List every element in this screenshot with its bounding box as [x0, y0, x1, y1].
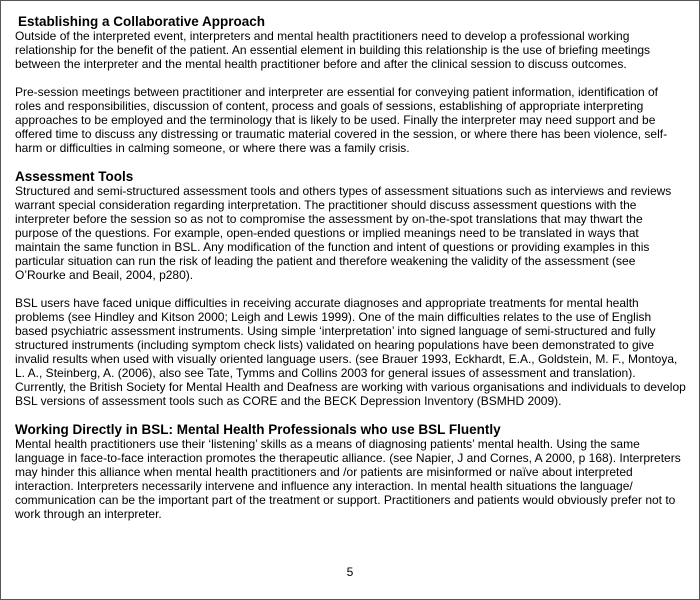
- paragraph: Pre-session meetings between practitioner and interpreter are essential for conveying patient information, identification of roles and responsibilities, discussion of content, process and goals of sessions, establishing of appropriate interpreting approaches to be employed and the terminology that is likely to be used. Finally the interpreter may need support and be offered time to discuss any distressing or traumatic material covered in the session, or where there has been violence, self-harm or difficulties in calming someone, or where there was a family crisis.: [15, 85, 668, 155]
- paragraph: Structured and semi-structured assessment tools and others types of assessment situations such as interviews and reviews warrant special consideration regarding interpretation. The practitioner should discuss assessment questions with the interpreter before the session so as not to compromise the assessment by on-the-spot translations that may thwart the purpose of the questions. For example, open-ended questions or implied meanings need to be translated in ways that maintain the same function in BSL. Any modification of the function and intent of questions or providing examples in this particular situation can run the risk of leading the patient and therefore weakening the validity of the assessment (see O’Rourke and Beail, 2004, p280).: [15, 184, 672, 282]
- paragraph: Mental health practitioners use their ‘listening’ skills as a means of diagnosing patients’ mental health. Using the same language in face-to-face interaction promotes the therapeutic alliance. (see Napier, J and Cornes, A 2000, p 168). Interpreters may hinder this alliance when mental health practitioners and /or patients are misinformed or naïve about interpreted interaction. Interpreters necessarily intervene and influence any interaction. In mental health situations the language/ communication can be the important part of the treatment or support. Practitioners and patients would obviously prefer not to work through an interpreter.: [15, 437, 681, 521]
- paragraph: BSL users have faced unique difficulties in receiving accurate diagnoses and appropriate treatments for mental health problems (see Hindley and Kitson 2000; Leigh and Lewis 1999). One of the main difficulties relates to the use of English based psychiatric assessment instruments. Using simple ‘interpretation’ into signed language of semi-structured and fully structured instruments (including symptom check lists) validated on hearing populations have been demonstrated to give invalid results when used with visually oriented language users. (see Brauer 1993, Eckhardt, E.A., Goldstein, M. F., Montoya, L. A., Steinberg, A. (2006), also see Tate, Tymms and Collins 2003 for general issues of assessment and translation). Currently, the British Society for Mental Health and Deafness are working with various organisations and individuals to develop BSL versions of assessment tools such as CORE and the BECK Depression Inventory (BSMHD 2009).: [15, 296, 686, 408]
- page-content: [15, 14, 687, 521]
- page-number: 5: [346, 565, 354, 579]
- paragraph: Outside of the interpreted event, interpreters and mental health practitioners need to develop a professional working relationship for the benefit of the patient. An essential element in building this relationship is the use of briefing meetings between the interpreter and the mental health practitioner before and after the clinical session to discuss outcomes.: [15, 29, 651, 71]
- section-heading-working-directly-in-bsl: Working Directly in BSL: Mental Health Professionals who use BSL Fluently: [15, 422, 501, 437]
- section-heading-collaborative-approach: Establishing a Collaborative Approach: [18, 14, 266, 29]
- section-heading-assessment-tools: Assessment Tools: [15, 169, 134, 184]
